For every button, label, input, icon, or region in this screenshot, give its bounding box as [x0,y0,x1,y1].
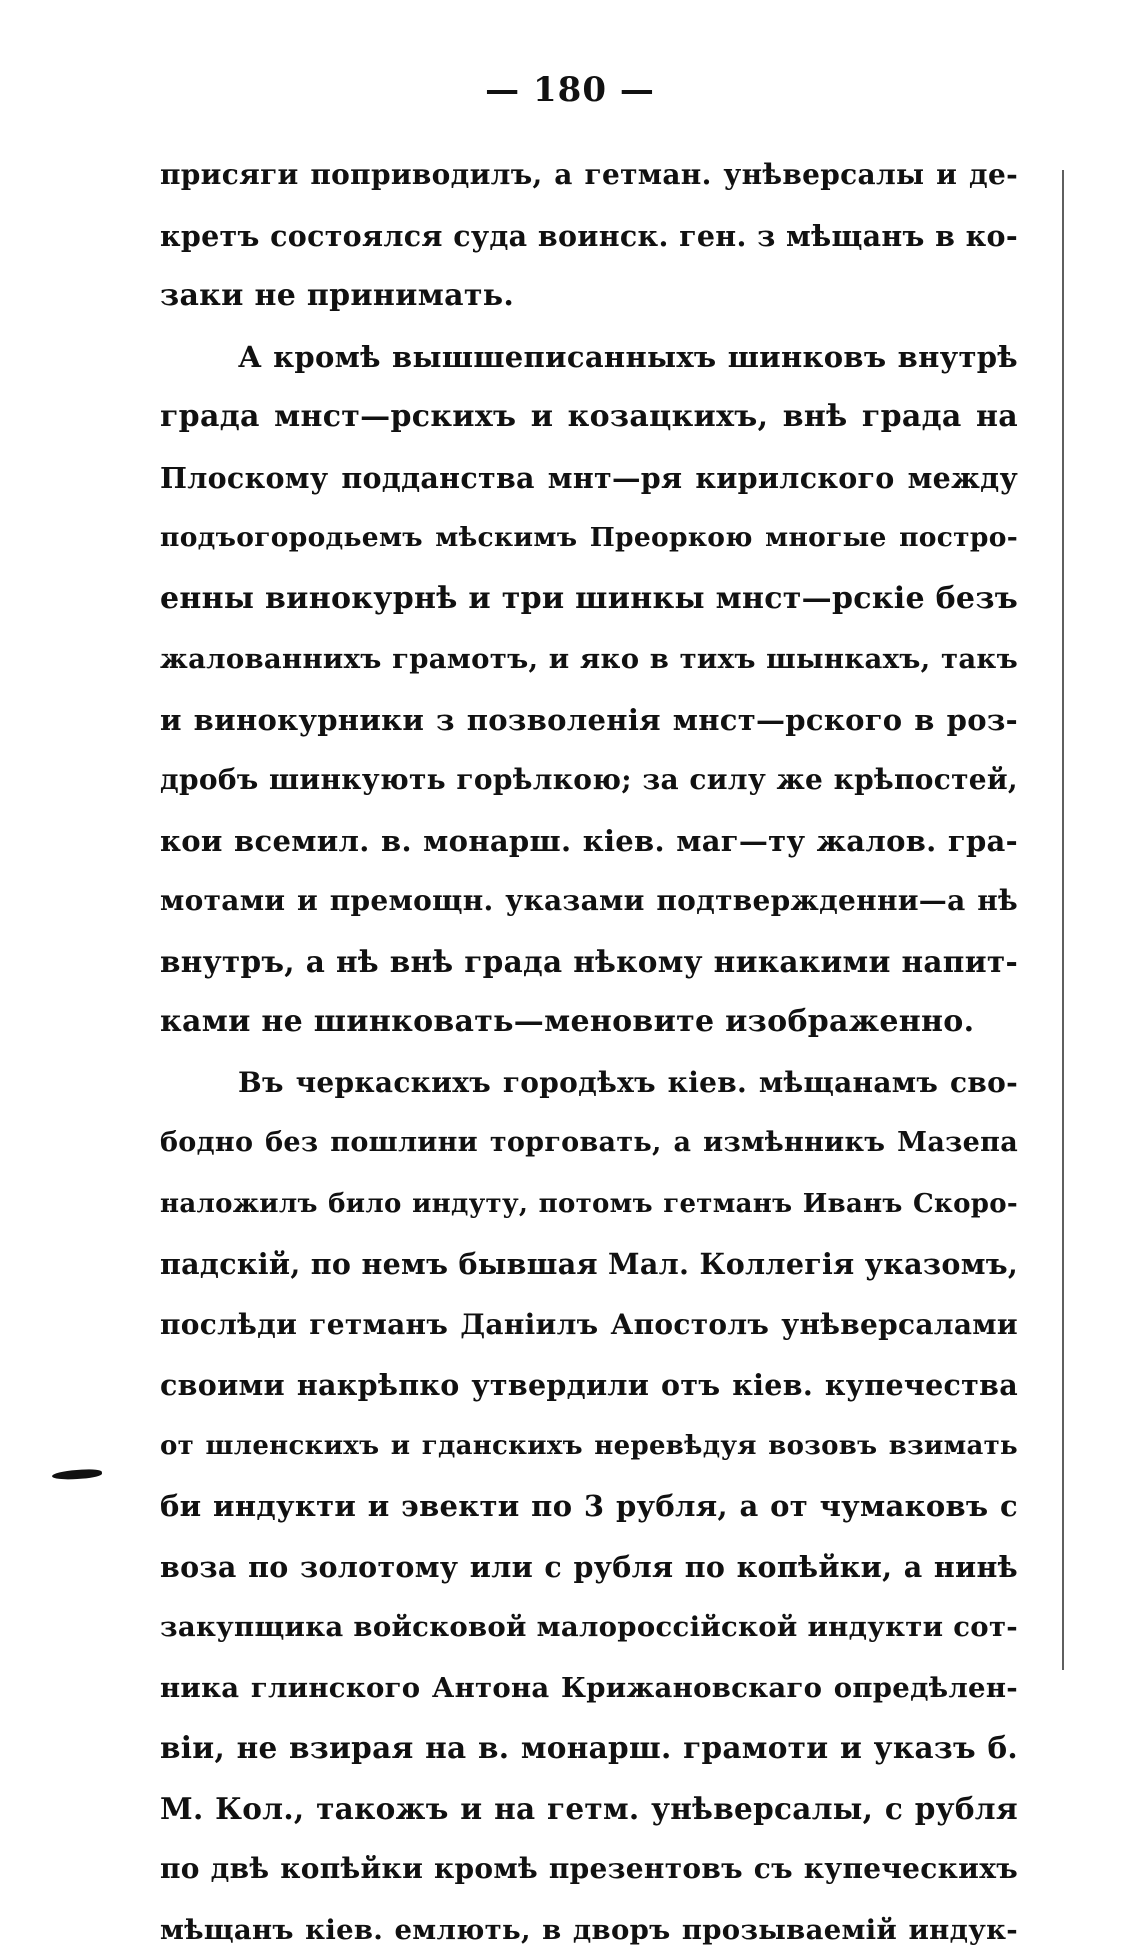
text-line: наложилъ било индуту, потомъ гетманъ Иванъ Скоро- [160,1174,1018,1235]
text-line: би индукти и эвекти по 3 рубля, а от чумаковъ с [160,1476,1018,1537]
text-line: А кромѣ вышшеписанныхъ шинковъ внутрѣ [160,327,1018,388]
text-line: дробъ шинкують горѣлкою; за силу же крѣпостей, [160,750,1018,811]
text-line: и винокурники з позволенія мнст—рского в роз- [160,690,1018,751]
text-line: по двѣ копѣйки кромѣ презентовъ съ купеческихъ [160,1839,1018,1900]
text-line: жалованнихъ грамотъ, и яко в тихъ шынкахъ, такъ [160,629,1018,690]
ink-smudge-mark [52,1468,103,1480]
text-line: от шленскихъ и гданскихъ неревѣдуя возовъ взимать [160,1416,1018,1477]
text-line: своими накрѣпко утвердили отъ кіев. купечества [160,1355,1018,1416]
text-line: кои всемил. в. монарш. кіев. маг—ту жалов. гра- [160,811,1018,872]
binding-edge-line [1062,170,1064,1670]
text-line: внутръ, а нѣ внѣ града нѣкому никакими напит- [160,932,1018,993]
text-line: присяги поприводилъ, а гетман. унѣверсалы и де- [160,145,1018,206]
text-line: послѣди гетманъ Даніилъ Апостолъ унѣверсалами [160,1295,1018,1356]
text-line: мотами и премощн. указами подтвержденни—а нѣ [160,871,1018,932]
body-text [160,145,1018,1960]
text-line: кретъ состоялся суда воинск. ген. з мѣщанъ в ко- [160,206,1018,267]
text-line: Въ черкаскихъ городѣхъ кіев. мѣщанамъ сво- [160,1053,1018,1114]
text-line: подъогородьемъ мѣскимъ Преоркою многые постро- [160,508,1018,569]
text-line: ками не шинковать—меновите изображенно. [160,992,1018,1053]
text-line: енны винокурнѣ и три шинкы мнст—рскіе безъ [160,569,1018,630]
text-line: Плоскому подданства мнт—ря кирилского между [160,448,1018,509]
text-line: падскій, по немъ бывшая Мал. Коллегія указомъ, [160,1234,1018,1295]
text-line: бодно без пошлини торговать, а измѣнникъ Мазепа [160,1113,1018,1174]
text-line: віи, не взирая на в. монарш. грамоти и указъ б. [160,1718,1018,1779]
text-line: закупщика войсковой малороссійской индукти сот- [160,1597,1018,1658]
text-line: мѣщанъ кіев. емлють, в дворъ прозываемій индук- [160,1900,1018,1960]
text-line: заки не принимать. [160,266,1018,327]
page-number: — 180 — [0,70,1140,110]
text-line: воза по золотому или с рубля по копѣйки, а нинѣ [160,1537,1018,1598]
text-line: града мнст—рскихъ и козацкихъ, внѣ града на [160,387,1018,448]
text-line: М. Кол., такожъ и на гетм. унѣверсалы, с рубля [160,1779,1018,1840]
text-line: ника глинского Антона Крижановскаго опредѣлен- [160,1658,1018,1719]
